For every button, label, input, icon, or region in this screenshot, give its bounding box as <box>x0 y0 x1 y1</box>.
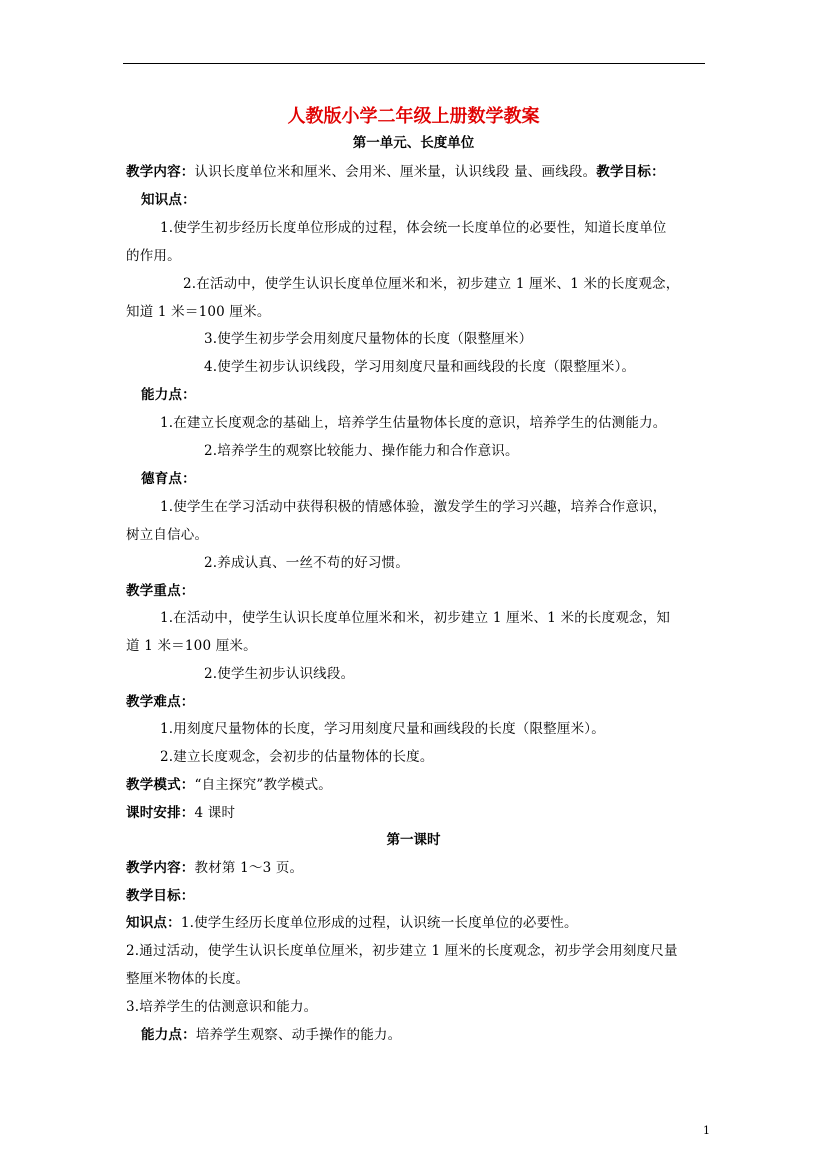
teaching-mode-line <box>126 776 706 794</box>
difficult-point-1: 1.用刻度尺量物体的长度，学习用刻度尺量和画线段的长度（限整厘米）。 <box>160 721 605 737</box>
knowledge-item-2a: 2.在活动中，使学生认识长度单位厘米和米，初步建立 1 厘米、1 米的长度观念， <box>183 276 680 292</box>
knowledge-item-4: 4.使学生初步认识线段，学习用刻度尺量和画线段的长度（限整厘米）。 <box>204 359 636 375</box>
moral-item-2: 2.养成认真、一丝不苟的好习惯。 <box>204 555 410 571</box>
key-point-1b: 道 1 米＝100 厘米。 <box>126 638 257 654</box>
knowledge-item-1a: 1.使学生初步经历长度单位形成的过程，体会统一长度单位的必要性，知道长度单位 <box>160 220 667 236</box>
moral-label: 德育点： <box>141 471 196 487</box>
ability-item-2: 2.培养学生的观察比较能力、操作能力和合作意识。 <box>204 443 519 459</box>
lesson-1-knowledge-3: 3.培养学生的估测意识和能力。 <box>126 999 318 1015</box>
lesson-1-knowledge-line <box>126 914 706 932</box>
lesson-1-content-line <box>126 859 706 877</box>
difficult-point-2: 2.建立长度观念，会初步的估量物体的长度。 <box>160 749 434 765</box>
unit-title: 第一单元、长度单位 <box>352 135 475 151</box>
knowledge-item-2b: 知道 1 米＝100 厘米。 <box>126 304 271 320</box>
key-points-label: 教学重点： <box>126 583 195 599</box>
mode-label: 教学模式： <box>126 777 195 793</box>
lesson-1-knowledge-2b: 整厘米物体的长度。 <box>126 971 250 987</box>
key-point-2: 2.使学生初步认识线段。 <box>204 666 355 682</box>
difficult-points-label: 教学难点： <box>126 694 195 710</box>
lesson-1-title: 第一课时 <box>386 832 441 848</box>
knowledge-label: 知识点： <box>141 192 196 208</box>
schedule-text: 4 课时 <box>194 805 236 821</box>
content-text: 认识长度单位米和厘米、会用米、厘米量，认识线段 量、画线段。 <box>194 164 597 180</box>
lesson-1-knowledge-2a: 2.通过活动，使学生认识长度单位厘米，初步建立 1 厘米的长度观念，初步学会用刻度尺量 <box>126 943 678 959</box>
lesson-1-ability-text: 培养学生观察、动手操作的能力。 <box>195 1027 402 1043</box>
content-line <box>126 163 706 181</box>
ability-label: 能力点： <box>141 387 196 403</box>
key-point-1a: 1.在活动中，使学生认识长度单位厘米和米，初步建立 1 厘米、1 米的长度观念，知 <box>160 610 671 626</box>
lesson-1-content-label: 教学内容： <box>126 860 195 876</box>
moral-item-1a: 1.使学生在学习活动中获得积极的情感体验，激发学生的学习兴趣，培养合作意识， <box>160 499 667 515</box>
ability-item-1: 1.在建立长度观念的基础上，培养学生估量物体长度的意识，培养学生的估测能力。 <box>160 415 667 431</box>
document-title: 人教版小学二年级上册数学教案 <box>287 106 540 127</box>
schedule-line <box>126 804 706 822</box>
lesson-1-knowledge-label: 知识点： <box>126 915 181 931</box>
lesson-1-ability-label: 能力点： <box>141 1027 196 1043</box>
lesson-1-goals-label: 教学目标： <box>126 888 195 904</box>
knowledge-item-1b: 的作用。 <box>126 248 181 264</box>
lesson-1-ability-line <box>141 1026 721 1044</box>
lesson-1-knowledge-1: 1.使学生经历长度单位形成的过程，认识统一长度单位的必要性。 <box>180 915 578 931</box>
header-rule <box>123 63 705 64</box>
page-number: 1 <box>703 1124 710 1137</box>
content-label: 教学内容： <box>126 164 195 180</box>
goals-label: 教学目标： <box>596 164 665 180</box>
knowledge-item-3: 3.使学生初步学会用刻度尺量物体的长度（限整厘米） <box>204 331 533 347</box>
moral-item-1b: 树立自信心。 <box>126 527 209 543</box>
lesson-1-content-text: 教材第 1～3 页。 <box>194 860 304 876</box>
schedule-label: 课时安排： <box>126 805 195 821</box>
mode-text: “自主探究”教学模式。 <box>194 777 333 793</box>
